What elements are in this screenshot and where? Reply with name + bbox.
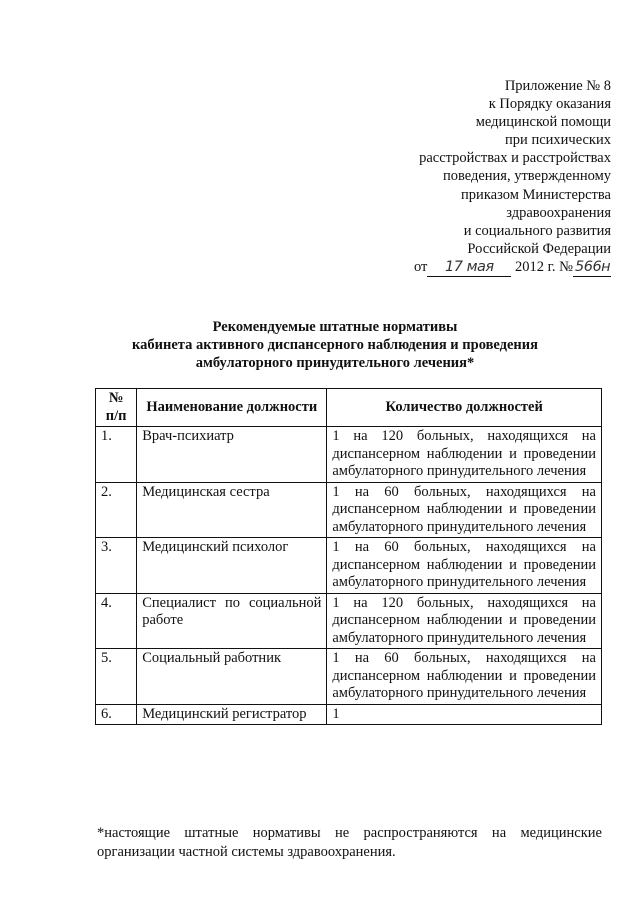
appendix-line: медицинской помощи xyxy=(475,114,611,131)
row-position: Медицинский регистратор xyxy=(137,704,327,725)
row-count: 1 на 60 больных, находящихся на диспансерном наблюдении и проведении амбулаторного принудительного лечения xyxy=(327,649,602,705)
appendix-line: Российской Федерации xyxy=(467,240,611,257)
order-prefix: от xyxy=(413,258,428,275)
row-count: 1 на 120 больных, находящихся на диспансерном наблюдении и проведении амбулаторного принудительного лечения xyxy=(327,593,602,649)
row-count: 1 на 120 больных, находящихся на диспансерном наблюдении и проведении амбулаторного принудительного лечения xyxy=(327,427,602,483)
table-row xyxy=(96,649,602,705)
row-number: 2. xyxy=(96,482,137,538)
appendix-header xyxy=(371,77,611,277)
row-number: 3. xyxy=(96,538,137,594)
appendix-line: и социального развития xyxy=(463,222,611,239)
table-header-row xyxy=(96,389,602,427)
footnote: *настоящие штатные нормативы не распространяются на медицинские организации частной системы здравоохранения. xyxy=(97,825,602,860)
row-position: Специалист по социальной работе xyxy=(137,593,327,649)
appendix-line: расстройствах и расстройствах xyxy=(419,150,611,167)
handwritten-order-number: 566н xyxy=(573,258,611,277)
appendix-line: при психических xyxy=(505,132,611,149)
appendix-line: здравоохранения xyxy=(506,204,611,221)
row-position: Медицинская сестра xyxy=(137,482,327,538)
order-reference-line xyxy=(371,258,611,277)
header-number: № п/п xyxy=(96,389,137,427)
document-title xyxy=(95,318,575,372)
appendix-line: Приложение № 8 xyxy=(504,78,611,94)
row-number: 1. xyxy=(96,427,137,483)
header-count: Количество должностей xyxy=(327,389,602,427)
title-line-2: кабинета активного диспансерного наблюдения и проведения xyxy=(132,337,538,353)
title-line-1: Рекомендуемые штатные нормативы xyxy=(212,319,458,335)
row-number: 6. xyxy=(96,704,137,725)
row-position: Медицинский психолог xyxy=(137,538,327,594)
table-row xyxy=(96,482,602,538)
row-count: 1 на 60 больных, находящихся на диспансерном наблюдении и проведении амбулаторного принудительного лечения xyxy=(327,538,602,594)
row-count: 1 на 60 больных, находящихся на диспансерном наблюдении и проведении амбулаторного принудительного лечения xyxy=(327,482,602,538)
table-row xyxy=(96,593,602,649)
order-year: 2012 г. № xyxy=(514,258,573,275)
table-row xyxy=(96,427,602,483)
row-number: 5. xyxy=(96,649,137,705)
staffing-table xyxy=(95,388,602,725)
header-position: Наименование должности xyxy=(137,389,327,427)
table-row xyxy=(96,538,602,594)
title-line-3: амбулаторного принудительного лечения* xyxy=(195,355,475,371)
appendix-line: приказом Министерства xyxy=(461,186,611,203)
row-position: Социальный работник xyxy=(137,649,327,705)
row-count: 1 xyxy=(327,704,602,725)
handwritten-date: 17 мая xyxy=(427,258,511,277)
row-number: 4. xyxy=(96,593,137,649)
table-row xyxy=(96,704,602,725)
appendix-line: к Порядку оказания xyxy=(488,96,611,113)
appendix-line: поведения, утвержденному xyxy=(442,168,611,185)
row-position: Врач-психиатр xyxy=(137,427,327,483)
